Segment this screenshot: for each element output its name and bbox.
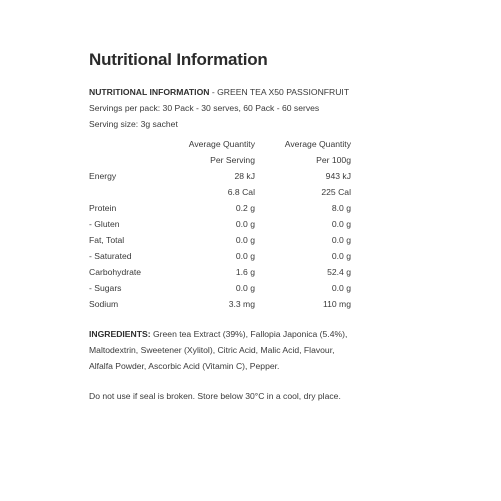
table-row bbox=[89, 248, 351, 264]
per-100g-value: 8.0 g bbox=[331, 203, 351, 213]
page-title: Nutritional Information bbox=[89, 50, 268, 69]
table-row bbox=[89, 264, 351, 280]
product-suffix: - GREEN TEA X50 PASSIONFRUIT bbox=[209, 87, 350, 97]
per-serving-value: 1.6 g bbox=[235, 267, 255, 277]
col-per-100g-header-2: Per 100g bbox=[316, 155, 351, 165]
table-body bbox=[89, 168, 351, 312]
serving-size: Serving size: 3g sachet bbox=[89, 119, 178, 129]
ingredients-section bbox=[89, 326, 359, 374]
col-per-100g-header-1: Average Quantity bbox=[284, 139, 351, 149]
per-serving-value: 6.8 Cal bbox=[227, 187, 255, 197]
nutrition-table bbox=[89, 136, 351, 312]
per-100g-value: 0.0 g bbox=[331, 219, 351, 229]
per-100g-value: 52.4 g bbox=[327, 267, 351, 277]
per-100g-value: 0.0 g bbox=[331, 235, 351, 245]
table-row bbox=[89, 232, 351, 248]
per-serving-value: 3.3 mg bbox=[228, 299, 255, 309]
row-label: - Sugars bbox=[89, 283, 122, 293]
per-serving-value: 0.0 g bbox=[235, 219, 255, 229]
ingredients-line-2: Maltodextrin, Sweetener (Xylitol), Citric Acid, Malic Acid, Flavour, bbox=[89, 345, 335, 355]
per-100g-value: 0.0 g bbox=[331, 251, 351, 261]
per-serving-value: 0.0 g bbox=[235, 251, 255, 261]
col-per-serving-header-2: Per Serving bbox=[210, 155, 255, 165]
ingredients-label: INGREDIENTS: bbox=[89, 329, 151, 339]
table-row bbox=[89, 184, 351, 200]
per-100g-value: 0.0 g bbox=[331, 283, 351, 293]
per-serving-value: 0.0 g bbox=[235, 283, 255, 293]
table-row bbox=[89, 280, 351, 296]
table-row bbox=[89, 200, 351, 216]
row-label: Carbohydrate bbox=[89, 267, 142, 277]
row-label: - Gluten bbox=[89, 219, 120, 229]
row-label: - Saturated bbox=[89, 251, 132, 261]
row-label: Energy bbox=[89, 171, 117, 181]
background-strip bbox=[348, 0, 501, 501]
row-label: Sodium bbox=[89, 299, 119, 309]
ingredients-text-1: Green tea Extract (39%), Fallopia Japonica (5.4%), bbox=[150, 329, 348, 339]
per-serving-value: 28 kJ bbox=[234, 171, 255, 181]
row-label: Protein bbox=[89, 203, 117, 213]
ingredients-line-1 bbox=[89, 326, 359, 342]
product-prefix: NUTRITIONAL INFORMATION bbox=[89, 87, 210, 97]
per-serving-value: 0.2 g bbox=[235, 203, 255, 213]
per-100g-value: 225 Cal bbox=[321, 187, 351, 197]
table-header bbox=[89, 136, 351, 168]
per-100g-value: 943 kJ bbox=[325, 171, 351, 181]
servings-per-pack: Servings per pack: 30 Pack - 30 serves, 60 Pack - 60 serves bbox=[89, 103, 320, 113]
per-100g-value: 110 mg bbox=[322, 299, 351, 309]
row-label: Fat, Total bbox=[89, 235, 125, 245]
table-row bbox=[89, 296, 351, 312]
table-row bbox=[89, 216, 351, 232]
ingredients-line-3: Alfalfa Powder, Ascorbic Acid (Vitamin C), Pepper. bbox=[89, 361, 280, 371]
product-line bbox=[89, 86, 349, 98]
table-row bbox=[89, 168, 351, 184]
storage-note: Do not use if seal is broken. Store below 30°C in a cool, dry place. bbox=[89, 391, 341, 401]
col-per-serving-header-1: Average Quantity bbox=[188, 139, 255, 149]
per-serving-value: 0.0 g bbox=[235, 235, 255, 245]
